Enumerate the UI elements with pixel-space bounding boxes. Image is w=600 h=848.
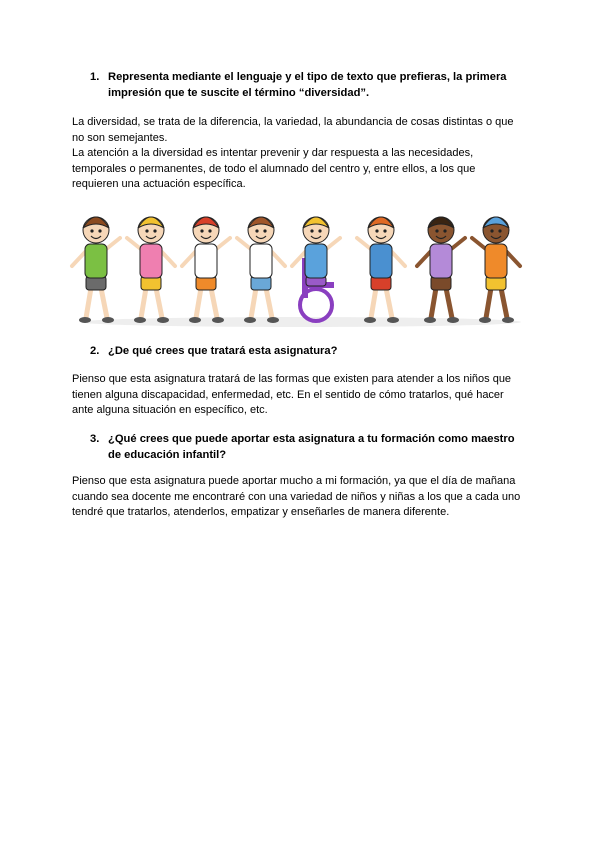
- question-2-text: [108, 344, 530, 360]
- child-shirt: [305, 244, 327, 278]
- child-figure: [72, 217, 120, 323]
- child-eye: [443, 229, 446, 232]
- child-eye: [263, 229, 266, 232]
- child-shoe: [387, 317, 399, 323]
- answer-3-line-2: cuando sea docente me encontraré con una variedad de niños y niñas a los que a cada uno: [72, 490, 521, 503]
- child-eye: [435, 229, 438, 232]
- child-shoe: [244, 317, 256, 323]
- question-3-line-1: ¿Qué crees que puede aportar esta asignatura a tu formación como maestro: [108, 433, 515, 445]
- question-3-line-2: de educación infantil?: [108, 448, 227, 461]
- child-leg: [386, 288, 392, 318]
- child-eye: [90, 229, 93, 232]
- child-shoe: [267, 317, 279, 323]
- question-3-text: [108, 432, 530, 463]
- child-shoe: [157, 317, 169, 323]
- question-1: [90, 70, 530, 101]
- child-shirt: [370, 244, 392, 278]
- child-leg: [196, 288, 201, 318]
- child-shoe: [189, 317, 201, 323]
- child-leg: [101, 288, 107, 318]
- child-shoe: [447, 317, 459, 323]
- child-shoe: [79, 317, 91, 323]
- child-shirt: [195, 244, 217, 278]
- question-1-line-1: Representa mediante el lenguaje y el tipo de texto que prefieras, la primera: [108, 71, 507, 83]
- question-3: [90, 432, 530, 463]
- child-leg: [86, 288, 91, 318]
- question-1-text: [108, 70, 530, 101]
- question-3-number: 3.: [90, 433, 100, 445]
- child-shoe: [502, 317, 514, 323]
- child-shoe: [134, 317, 146, 323]
- child-shoe: [364, 317, 376, 323]
- child-shirt: [140, 244, 162, 278]
- answer-2: [72, 372, 542, 419]
- child-eye: [98, 229, 101, 232]
- child-leg: [501, 288, 507, 318]
- child-eye: [375, 229, 378, 232]
- child-leg: [431, 288, 436, 318]
- child-shoe: [212, 317, 224, 323]
- child-eye: [145, 229, 148, 232]
- child-eye: [490, 229, 493, 232]
- child-shoe: [424, 317, 436, 323]
- child-figure: [417, 217, 465, 323]
- children-illustration: [66, 200, 536, 330]
- answer-1-line-5: requieren una actuación específica.: [72, 178, 246, 191]
- child-leg: [251, 288, 256, 318]
- answer-2-line-2: tienen alguna discapacidad, enfermedad, etc. En el sentido de cómo tratarlos, qué hacer: [72, 388, 504, 401]
- child-eye: [255, 229, 258, 232]
- child-eye: [200, 229, 203, 232]
- children-group: [72, 217, 520, 323]
- answer-3: [72, 474, 542, 521]
- answer-2-line-3: ante alguna situación en específico, etc.: [72, 404, 268, 417]
- child-shoe: [479, 317, 491, 323]
- child-eye: [153, 229, 156, 232]
- answer-1-line-1: La diversidad, se trata de la diferencia, la variedad, la abundancia de cosas distintas o que: [72, 116, 514, 128]
- answer-2-line-1: Pienso que esta asignatura tratará de las formas que existen para atender a los niños que: [72, 373, 512, 385]
- child-eye: [383, 229, 386, 232]
- child-eye: [310, 229, 313, 232]
- child-leg: [156, 288, 162, 318]
- child-shirt: [85, 244, 107, 278]
- child-leg: [486, 288, 491, 318]
- answer-3-line-1: Pienso que esta asignatura puede aportar mucho a mi formación, ya que el día de mañana: [72, 475, 516, 487]
- child-shirt: [430, 244, 452, 278]
- question-1-line-2: impresión que te suscite el término “diversidad”.: [108, 86, 370, 99]
- answer-1-line-4: temporales o permanentes, de todo el alumnado del centro y, entre ellos, a los que: [72, 162, 476, 175]
- answer-1-line-3: La atención a la diversidad es intentar prevenir y dar respuesta a las necesidades,: [72, 147, 474, 160]
- child-figure: [357, 217, 405, 323]
- child-leg: [266, 288, 272, 318]
- question-2-line-1: ¿De qué crees que tratará esta asignatura?: [108, 345, 338, 357]
- child-figure: [472, 217, 520, 323]
- question-1-number: 1.: [90, 71, 100, 83]
- answer-3-line-3: tendré que tratarlos, atenderlos, empatizar y enseñarles de manera diferente.: [72, 506, 450, 519]
- question-2-number: 2.: [90, 345, 100, 357]
- child-shirt: [485, 244, 507, 278]
- child-figure: [127, 217, 175, 323]
- child-eye: [318, 229, 321, 232]
- child-shoe: [102, 317, 114, 323]
- child-shirt: [250, 244, 272, 278]
- child-leg: [371, 288, 376, 318]
- child-figure: [237, 217, 285, 323]
- child-leg: [211, 288, 217, 318]
- answer-1: [72, 115, 542, 193]
- answer-1-line-2: no son semejantes.: [72, 131, 168, 144]
- child-figure: [182, 217, 230, 323]
- child-leg: [141, 288, 146, 318]
- child-eye: [498, 229, 501, 232]
- question-2: [90, 344, 530, 360]
- child-leg: [446, 288, 452, 318]
- child-eye: [208, 229, 211, 232]
- child-figure: [292, 217, 340, 321]
